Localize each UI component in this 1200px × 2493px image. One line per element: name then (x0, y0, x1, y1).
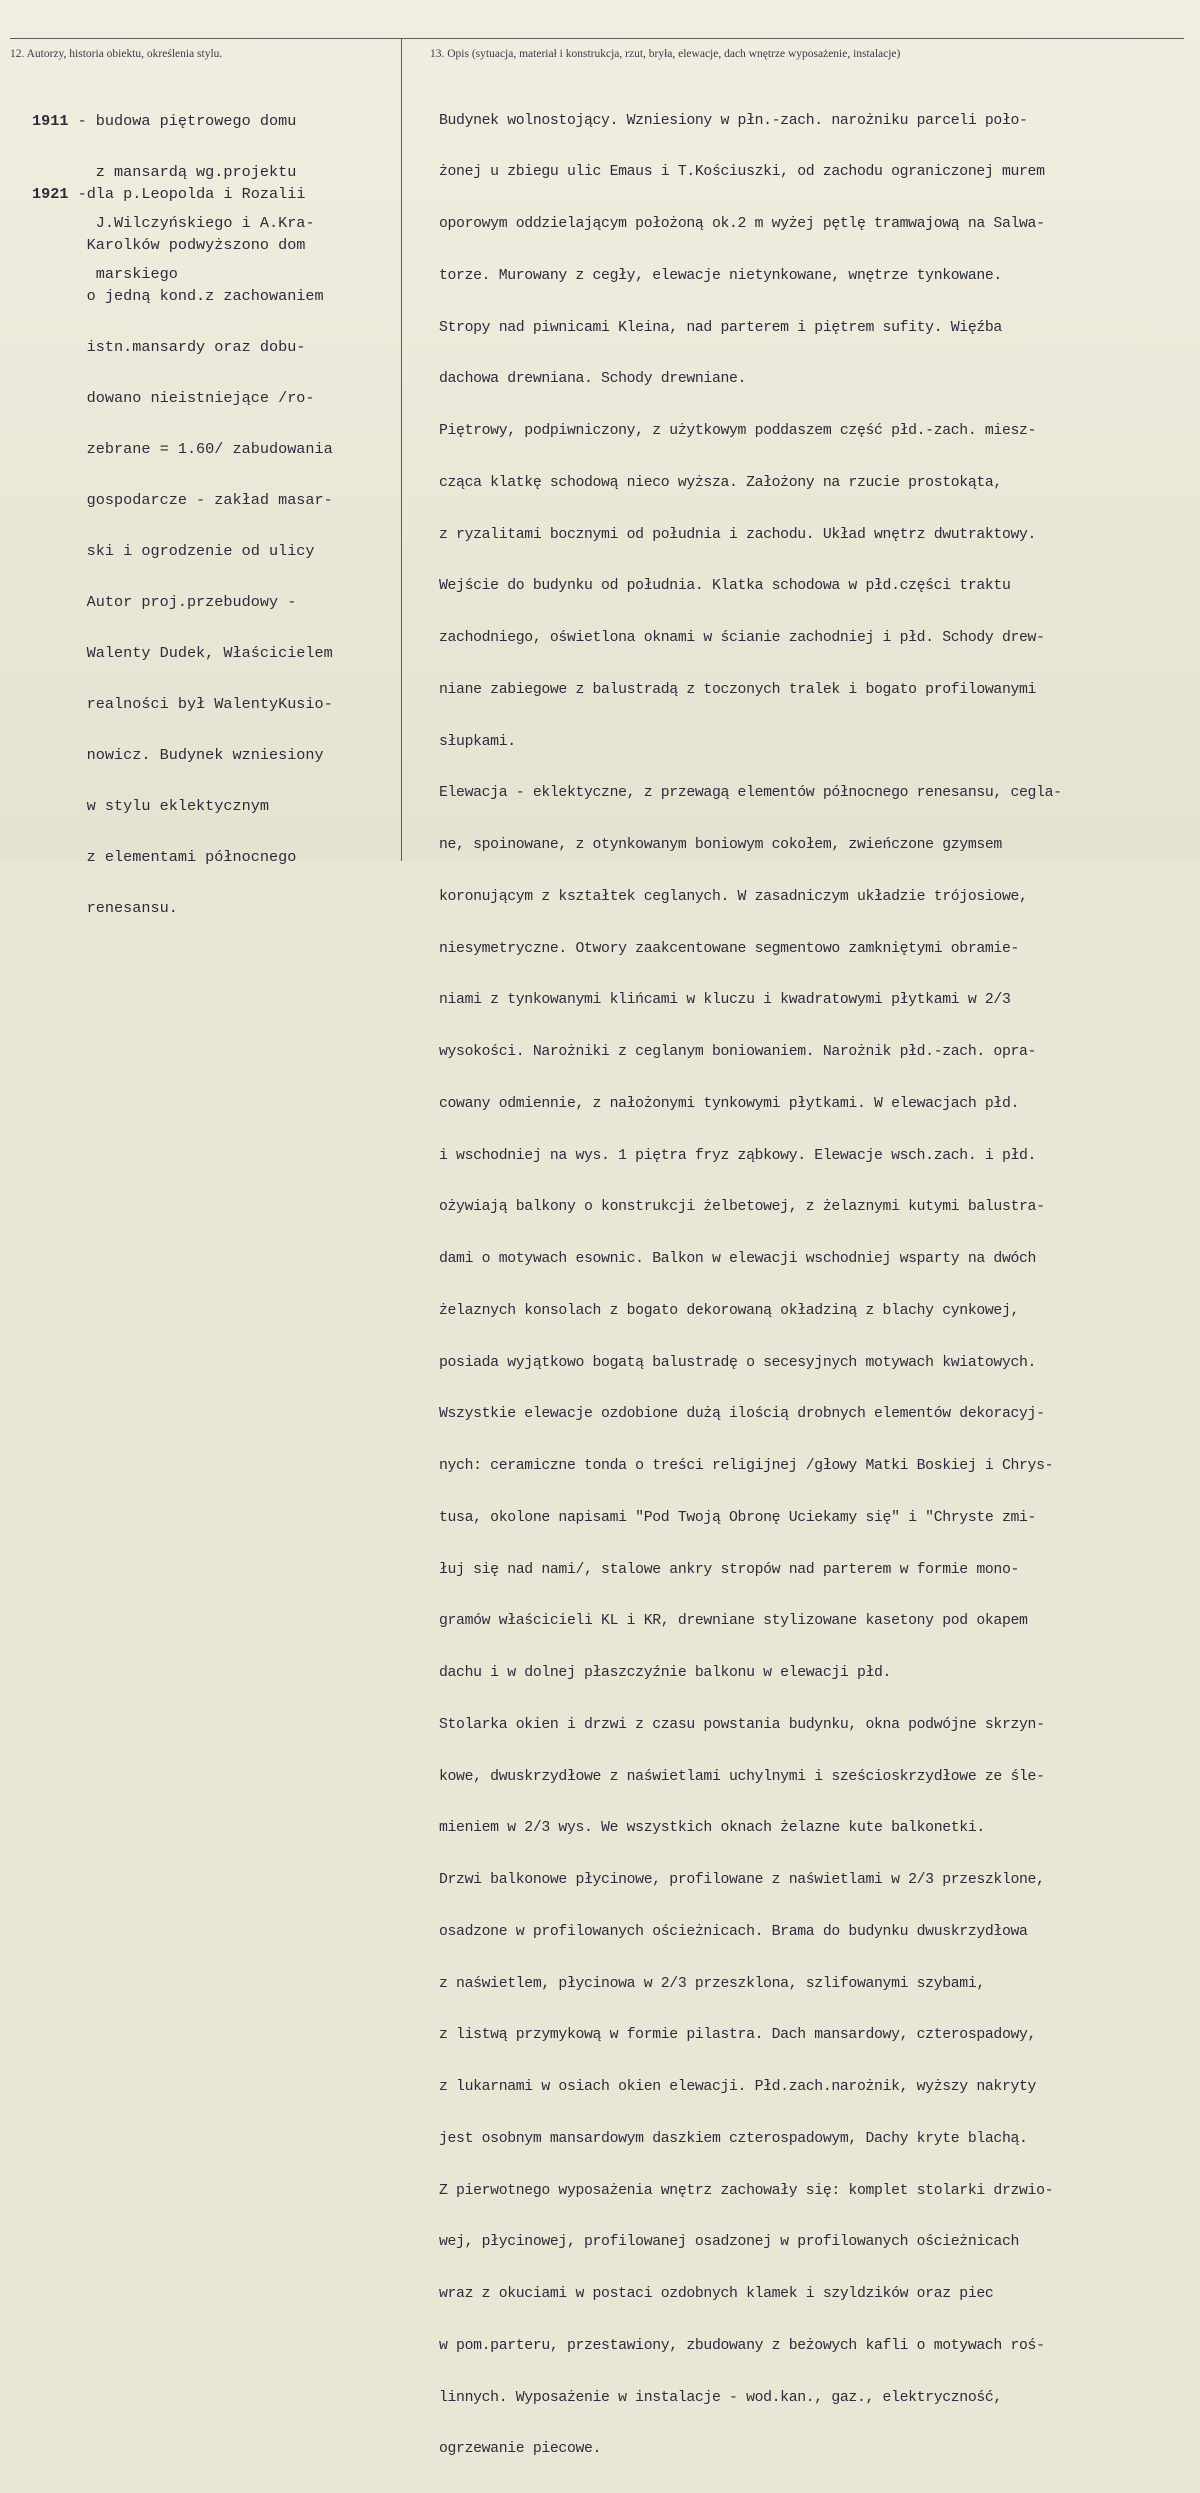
history-line: Autor proj.przebudowy - (32, 593, 297, 611)
description-line: wysokości. Narożniki z ceglanym boniowaniem. Narożnik płd.-zach. opra- (439, 1044, 1037, 1060)
description-line: kowe, dwuskrzydłowe z naświetlami uchylnymi i sześcioskrzydłowe ze śle- (439, 1768, 1045, 1785)
history-line: gospodarcze - zakład masar- (32, 491, 333, 509)
description-line: ogrzewanie piecowe. (439, 2441, 602, 2458)
history-line: Karolków podwyższono dom (32, 236, 306, 254)
description-line: z lukarnami w osiach okien elewacji. Płd.zach.narożnik, wyższy nakryty (439, 2079, 1037, 2095)
description-line: zachodniego, oświetlona oknami w ścianie zachodniej i płd. Schody drew- (439, 630, 1045, 646)
description-line: ożywiają balkony o konstrukcji żelbetowej, z żelaznymi kutymi balustra- (439, 1199, 1045, 1216)
history-line: nowicz. Budynek wzniesiony (32, 746, 324, 764)
description-line: jest osobnym mansardowym daszkiem czterospadowym, Dachy kryte blachą. (439, 2130, 1028, 2147)
description-line: dachu i w dolnej płaszczyźnie balkonu w elewacji płd. (439, 1665, 892, 1681)
description-line: słupkami. (439, 733, 516, 750)
history-line: ski i ogrodzenie od ulicy (32, 542, 315, 560)
description-line: wraz z okuciami w postaci ozdobnych klamek i szyldzików oraz piec (439, 2286, 994, 2302)
history-line: z elementami północnego (32, 848, 297, 866)
description-line: Piętrowy, podpiwniczony, z użytkowym poddaszem część płd.-zach. miesz- (439, 423, 1037, 439)
description-line: oporowym oddzielającym położoną ok.2 m wyżej pętlę tramwajową na Salwa- (439, 216, 1045, 232)
description-line: tusa, okolone napisami "Pod Twoją Obronę Uciekamy się" i "Chryste zmi- (439, 1509, 1037, 1526)
description-line: cząca klatkę schodową nieco wyższa. Założony na rzucie prostokąta, (439, 474, 1002, 491)
description-line: łuj się nad nami/, stalowe ankry stropów nad parterem w formie mono- (439, 1561, 1020, 1578)
description-line: niane zabiegowe z balustradą z toczonych tralek i bogato profilowanymi (439, 681, 1037, 698)
history-line: z mansardą wg.projektu (32, 163, 297, 181)
description-line: Budynek wolnostojący. Wzniesiony w płn.-zach. narożniku parceli poło- (439, 112, 1028, 129)
description-line: w pom.parteru, przestawiony, zbudowany z beżowych kafli o motywach roś- (439, 2337, 1045, 2354)
history-year: 1921 (32, 185, 69, 203)
description-text (439, 78, 1062, 2493)
history-year: 1911 (32, 112, 69, 130)
description-line: i wschodniej na wys. 1 piętra fryz ząbkowy. Elewacje wsch.zach. i płd. (439, 1147, 1037, 1164)
history-line: w stylu eklektycznym (32, 797, 269, 815)
description-line: mieniem w 2/3 wys. We wszystkich oknach żelazne kute balkonetki. (439, 1820, 985, 1837)
description-line: dachowa drewniana. Schody drewniane. (439, 371, 747, 388)
description-line: Elewacja - eklektyczne, z przewagą elementów północnego renesansu, cegla- (439, 785, 1062, 802)
description-line: gramów właścicieli KL i KR, drewniane stylizowane kasetony pod okapem (439, 1613, 1028, 1630)
history-entry-1921 (32, 152, 333, 951)
header-divider (10, 38, 1184, 39)
description-line: z ryzalitami bocznymi od południa i zachodu. Układ wnętrz dwutraktowy. (439, 526, 1037, 543)
description-line: z naświetlem, płycinowa w 2/3 przeszklona, szlifowanymi szybami, (439, 1975, 985, 1992)
description-line: Wejście do budynku od południa. Klatka schodowa w płd.części traktu (439, 578, 1011, 595)
description-line: wej, płycinowej, profilowanej osadzonej w profilowanych ościeżnicach (439, 2234, 1020, 2251)
field-12-label: 12. Autorzy, historia obiektu, określenia stylu. (10, 48, 223, 60)
description-line: Stropy nad piwnicami Kleina, nad parterem i piętrem sufity. Więźba (439, 319, 1002, 336)
history-line: o jedną kond.z zachowaniem (32, 287, 324, 305)
description-line: żelaznych konsolach z bogato dekorowaną okładziną z blachy cynkowej, (439, 1302, 1020, 1319)
field-13-label: 13. Opis (sytuacja, materiał i konstrukcja, rzut, bryła, elewacje, dach wnętrze wyposażenie, instalacje) (430, 48, 901, 60)
description-line: koronującym z kształtek ceglanych. W zasadniczym układzie trójosiowe, (439, 888, 1028, 905)
history-line: J.Wilczyńskiego i A.Kra- (32, 214, 315, 232)
history-line: zebrane = 1.60/ zabudowania (32, 440, 333, 458)
history-line: renesansu. (32, 899, 178, 917)
description-line: niami z tynkowanymi klińcami w kluczu i kwadratowymi płytkami w 2/3 (439, 992, 1011, 1009)
history-line: realności był WalentyKusio- (32, 695, 333, 713)
description-line: Drzwi balkonowe płycinowe, profilowane z naświetlami w 2/3 przeszklone, (439, 1872, 1045, 1888)
history-line: marskiego (32, 265, 178, 283)
history-line: dowano nieistniejące /ro- (32, 389, 315, 407)
description-line: z listwą przymykową w formie pilastra. Dach mansardowy, czterospadowy, (439, 2027, 1037, 2044)
description-line: osadzone w profilowanych ościeżnicach. Brama do budynku dwuskrzydłowa (439, 1923, 1028, 1940)
column-divider (401, 38, 402, 861)
history-line: - budowa piętrowego domu (68, 112, 297, 130)
description-line: Stolarka okien i drzwi z czasu powstania budynku, okna podwójne skrzyn- (439, 1716, 1045, 1733)
description-line: niesymetryczne. Otwory zaakcentowane segmentowo zamkniętymi obramie- (439, 940, 1020, 957)
history-line: Walenty Dudek, Właścicielem (32, 644, 333, 662)
history-line: istn.mansardy oraz dobu- (32, 338, 306, 356)
description-line: żonej u zbiegu ulic Emaus i T.Kościuszki, od zachodu ograniczonej murem (439, 164, 1045, 181)
description-line: nych: ceramiczne tonda o treści religijnej /głowy Matki Boskiej i Chrys- (439, 1458, 1054, 1474)
history-line: -dla p.Leopolda i Rozalii (68, 185, 306, 203)
description-line: Z pierwotnego wyposażenia wnętrz zachowały się: komplet stolarki drzwio- (439, 2182, 1054, 2199)
description-line: linnych. Wyposażenie w instalacje - wod.kan., gaz., elektryczność, (439, 2389, 1002, 2406)
description-line: cowany odmiennie, z nałożonymi tynkowymi płytkami. W elewacjach płd. (439, 1095, 1020, 1112)
description-line: posiada wyjątkowo bogatą balustradę o secesyjnych motywach kwiatowych. (439, 1354, 1037, 1371)
description-line: dami o motywach esownic. Balkon w elewacji wschodniej wsparty na dwóch (439, 1251, 1037, 1267)
description-line: ne, spoinowane, z otynkowanym boniowym cokołem, zwieńczone gzymsem (439, 837, 1002, 853)
description-line: Wszystkie elewacje ozdobione dużą ilością drobnych elementów dekoracyj- (439, 1406, 1045, 1423)
description-line: torze. Murowany z cegły, elewacje nietynkowane, wnętrze tynkowane. (439, 267, 1002, 284)
